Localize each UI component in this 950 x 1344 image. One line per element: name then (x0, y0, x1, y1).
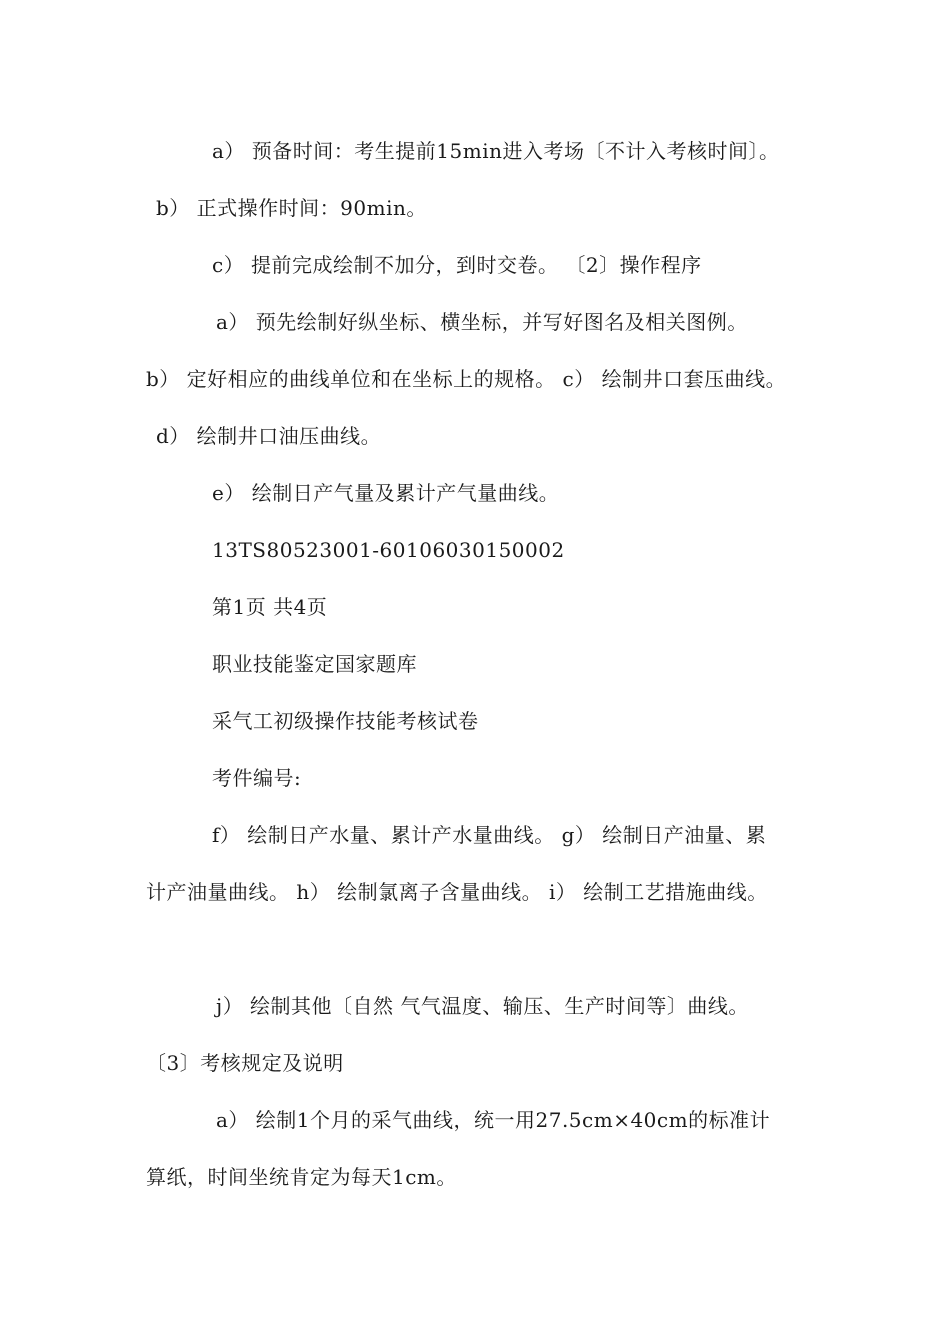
text-line-exam-id: 考件编号: (212, 766, 302, 790)
text-line-rules-heading: 〔3〕考核规定及说明 (146, 1051, 344, 1075)
text-line-tubing-pressure: d） 绘制井口油压曲线。 (156, 424, 382, 448)
text-line-water-oil: f） 绘制日产水量、累计产水量曲线。 g） 绘制日产油量、累 (212, 823, 767, 847)
text-line-paper-spec: a） 绘制1个月的采气曲线，统一用27.5cm×40cm的标准计 (216, 1108, 771, 1132)
text-line-operation-time: b） 正式操作时间：90min。 (156, 196, 427, 220)
text-line-question-bank: 职业技能鉴定国家题库 (212, 652, 417, 676)
text-line-oil-chloride: 计产油量曲线。 h） 绘制氯离子含量曲线。 i） 绘制工艺措施曲线。 (146, 880, 768, 904)
text-line-gas-output: e） 绘制日产气量及累计产气量曲线。 (212, 481, 560, 505)
text-line-time-scale: 算纸，时间坐统肯定为每天1cm。 (146, 1165, 457, 1189)
text-line-units: b） 定好相应的曲线单位和在坐标上的规格。 c） 绘制井口套压曲线。 (146, 367, 787, 391)
text-line-doc-code: 13TS80523001-60106030150002 (212, 538, 565, 562)
text-line-prep-time: a） 预备时间：考生提前15min进入考场〔不计入考核时间〕。 (212, 139, 780, 163)
text-line-page-number: 第1页 共4页 (212, 595, 328, 619)
text-line-early-finish: c） 提前完成绘制不加分，到时交卷。 〔2〕操作程序 (212, 253, 702, 277)
text-line-other-curves: j） 绘制其他〔自然 气气温度、输压、生产时间等〕曲线。 (216, 994, 749, 1018)
text-line-exam-title: 采气工初级操作技能考核试卷 (212, 709, 479, 733)
text-line-draw-axes: a） 预先绘制好纵坐标、横坐标，并写好图名及相关图例。 (216, 310, 748, 334)
